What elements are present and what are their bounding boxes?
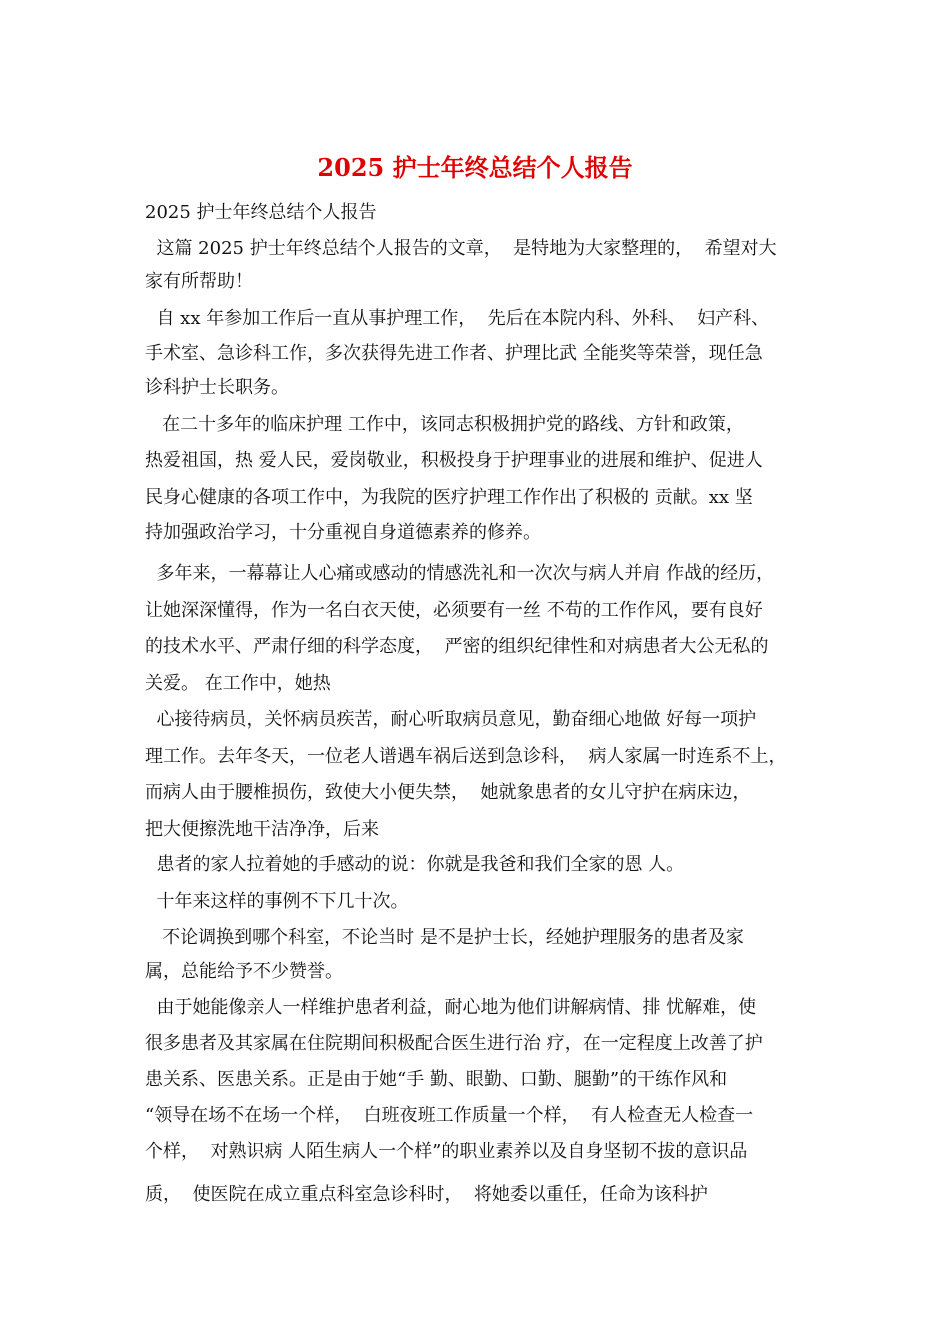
paragraph-line: 在二十多年的临床护理 工作中，该同志积极拥护党的路线、方针和政策， [145, 414, 744, 435]
document-title: 2025 护士年终总结个人报告 [317, 153, 633, 182]
paragraph-line: 而病人由于腰椎损伤，致使大小便失禁， 她就象患者的女儿守护在病床边， [145, 782, 751, 803]
paragraph-line: 持加强政治学习，十分重视自身道德素养的修养。 [145, 522, 541, 543]
paragraph-line: 自 xx 年参加工作后一直从事护理工作， 先后在本院内科、外科、 妇产科、 [145, 308, 770, 329]
paragraph-line: 很多患者及其家属在住院期间积极配合医生进行治 疗，在一定程度上改善了护 [145, 1033, 763, 1054]
paragraph-line: 把大便擦洗地干洁净净，后来 [145, 819, 379, 840]
paragraph-line: 不论调换到哪个科室，不论当时 是不是护士长，经她护理服务的患者及家 [145, 927, 744, 948]
paragraph-line: 2025 护士年终总结个人报告 [145, 202, 377, 223]
paragraph-line: 让她深深懂得，作为一名白衣天使，必须要有一丝 不苟的工作作风，要有良好 [145, 600, 763, 621]
paragraph-line: 十年来这样的事例不下几十次。 [145, 891, 409, 912]
paragraph-line: 心接待病员，关怀病员疾苦，耐心听取病员意见，勤奋细心地做 好每一项护 [145, 709, 757, 730]
paragraph-line: 这篇 2025 护士年终总结个人报告的文章， 是特地为大家整理的， 希望对大 [145, 238, 777, 259]
paragraph-line: 患者的家人拉着她的手感动的说：你就是我爸和我们全家的恩 人。 [145, 854, 685, 875]
paragraph-line: 的技术水平、严肃仔细的科学态度， 严密的组织纪律性和对病患者大公无私的 [145, 636, 769, 657]
paragraph-line: 患关系、医患关系。正是由于她“手 勤、眼勤、口勤、腿勤”的干练作风和 [145, 1069, 728, 1090]
paragraph-line: 多年来，一幕幕让人心痛或感动的情感洗礼和一次次与病人并肩 作战的经历， [145, 563, 775, 584]
paragraph-line: 由于她能像亲人一样维护患者利益，耐心地为他们讲解病情、排 忧解难，使 [145, 997, 757, 1018]
paragraph-line: 关爱。 在工作中，她热 [145, 673, 331, 694]
paragraph-line: 家有所帮助！ [145, 271, 253, 292]
paragraph-line: 质， 使医院在成立重点科室急诊科时， 将她委以重任，任命为该科护 [145, 1184, 708, 1205]
paragraph-line: 属，总能给予不少赞誉。 [145, 961, 343, 982]
paragraph-line: 手术室、急诊科工作，多次获得先进工作者、护理比武 全能奖等荣誉，现任急 [145, 343, 763, 364]
paragraph-line: 热爱祖国，热 爱人民，爱岗敬业，积极投身于护理事业的进展和维护、促进人 [145, 450, 763, 471]
paragraph-line: 诊科护士长职务。 [145, 377, 289, 398]
paragraph-line: 个样， 对熟识病 人陌生病人一个样”的职业素养以及自身坚韧不拔的意识品 [145, 1141, 748, 1162]
paragraph-line: “领导在场不在场一个样， 白班夜班工作质量一个样， 有人检查无人检查一 [145, 1105, 754, 1126]
paragraph-line: 理工作。去年冬天，一位老人谱遇车祸后送到急诊科， 病人家属一时连系不上， [145, 746, 787, 767]
paragraph-line: 民身心健康的各项工作中，为我院的医疗护理工作作出了积极的 贡献。xx 坚 [145, 487, 753, 508]
